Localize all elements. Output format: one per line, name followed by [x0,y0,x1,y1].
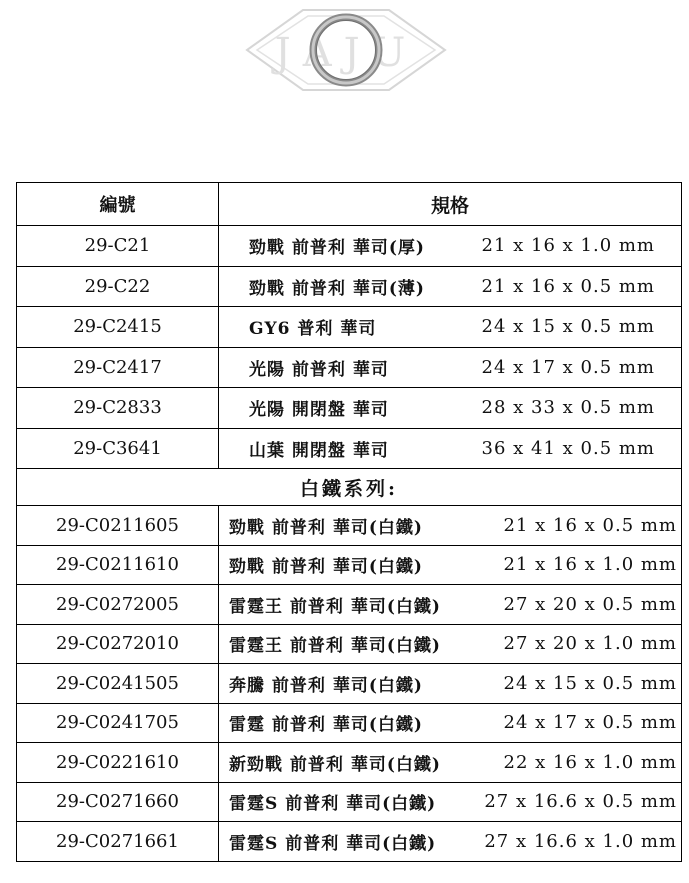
table-row [17,624,682,664]
part-code: 29-C0241705 [17,703,219,743]
part-description: 勁戰 前普利 華司(白鐵) [229,517,423,538]
part-spec [219,545,682,585]
part-size: 24 x 17 x 0.5 mm [503,712,677,734]
part-description: 勁戰 前普利 華司(厚) [249,238,425,259]
part-spec [219,624,682,664]
washer-spec-table [16,182,682,862]
part-description: 奔騰 前普利 華司(白鐵) [229,675,423,696]
part-size: 36 x 41 x 0.5 mm [481,437,655,459]
part-spec [219,585,682,625]
part-size: 24 x 17 x 0.5 mm [481,356,655,378]
section-title: 白鐵系列: [17,469,682,506]
part-spec [219,226,682,267]
part-code: 29-C0241505 [17,664,219,704]
part-code: 29-C0271661 [17,822,219,862]
part-code: 29-C0271660 [17,782,219,822]
part-size: 21 x 16 x 1.0 mm [503,554,677,576]
part-code: 29-C2417 [17,347,219,388]
part-description: 雷霆王 前普利 華司(白鐵) [229,636,441,657]
part-size: 28 x 33 x 0.5 mm [481,397,655,419]
part-description: 新勁戰 前普利 華司(白鐵) [229,754,441,775]
header-spec: 規格 [219,183,682,226]
table-row [17,545,682,585]
part-code: 29-C0272010 [17,624,219,664]
table-row [17,347,682,388]
logo-watermark-text: JAJU [274,30,418,76]
part-description: 雷霆S 前普利 華司(白鐵) [229,833,437,854]
table-row [17,266,682,307]
part-description: 雷霆 前普利 華司(白鐵) [229,715,423,736]
part-spec [219,307,682,348]
part-code: 29-C2833 [17,388,219,429]
part-description: GY6 普利 華司 [249,319,377,340]
part-size: 22 x 16 x 1.0 mm [503,751,677,773]
part-description: 雷霆王 前普利 華司(白鐵) [229,596,441,617]
part-description: 光陽 前普利 華司 [249,359,389,380]
part-spec [219,782,682,822]
part-size: 21 x 16 x 0.5 mm [481,275,655,297]
part-spec [219,664,682,704]
part-description: 光陽 開閉盤 華司 [249,400,389,421]
part-spec [219,388,682,429]
table-row [17,743,682,783]
part-spec [219,822,682,862]
part-description: 雷霆S 前普利 華司(白鐵) [229,794,437,815]
table-row [17,428,682,469]
part-description: 勁戰 前普利 華司(白鐵) [229,557,423,578]
part-spec [219,347,682,388]
part-code: 29-C0211610 [17,545,219,585]
part-size: 21 x 16 x 0.5 mm [503,514,677,536]
part-size: 27 x 16.6 x 1.0 mm [484,830,677,852]
header-code: 編號 [17,183,219,226]
part-spec [219,266,682,307]
part-code: 29-C0211605 [17,506,219,546]
part-size: 27 x 16.6 x 0.5 mm [484,791,677,813]
part-code: 29-C0221610 [17,743,219,783]
table-row [17,506,682,546]
section-row [17,469,682,506]
part-spec [219,428,682,469]
brand-logo [243,4,449,96]
part-code: 29-C2415 [17,307,219,348]
part-size: 21 x 16 x 1.0 mm [481,235,655,257]
table-row [17,388,682,429]
table-row [17,585,682,625]
part-code: 29-C21 [17,226,219,267]
part-size: 27 x 20 x 1.0 mm [503,633,677,655]
part-code: 29-C22 [17,266,219,307]
part-description: 勁戰 前普利 華司(薄) [249,278,425,299]
part-size: 24 x 15 x 0.5 mm [503,672,677,694]
washer-ring-icon [243,4,449,96]
table-row [17,782,682,822]
part-code: 29-C0272005 [17,585,219,625]
part-code: 29-C3641 [17,428,219,469]
table-row [17,664,682,704]
table-row [17,307,682,348]
part-description: 山葉 開閉盤 華司 [249,440,389,461]
part-spec [219,743,682,783]
header-row [17,183,682,226]
table-row [17,703,682,743]
table-row [17,822,682,862]
part-size: 27 x 20 x 0.5 mm [503,593,677,615]
part-size: 24 x 15 x 0.5 mm [481,316,655,338]
table-row [17,226,682,267]
part-spec [219,506,682,546]
part-spec [219,703,682,743]
